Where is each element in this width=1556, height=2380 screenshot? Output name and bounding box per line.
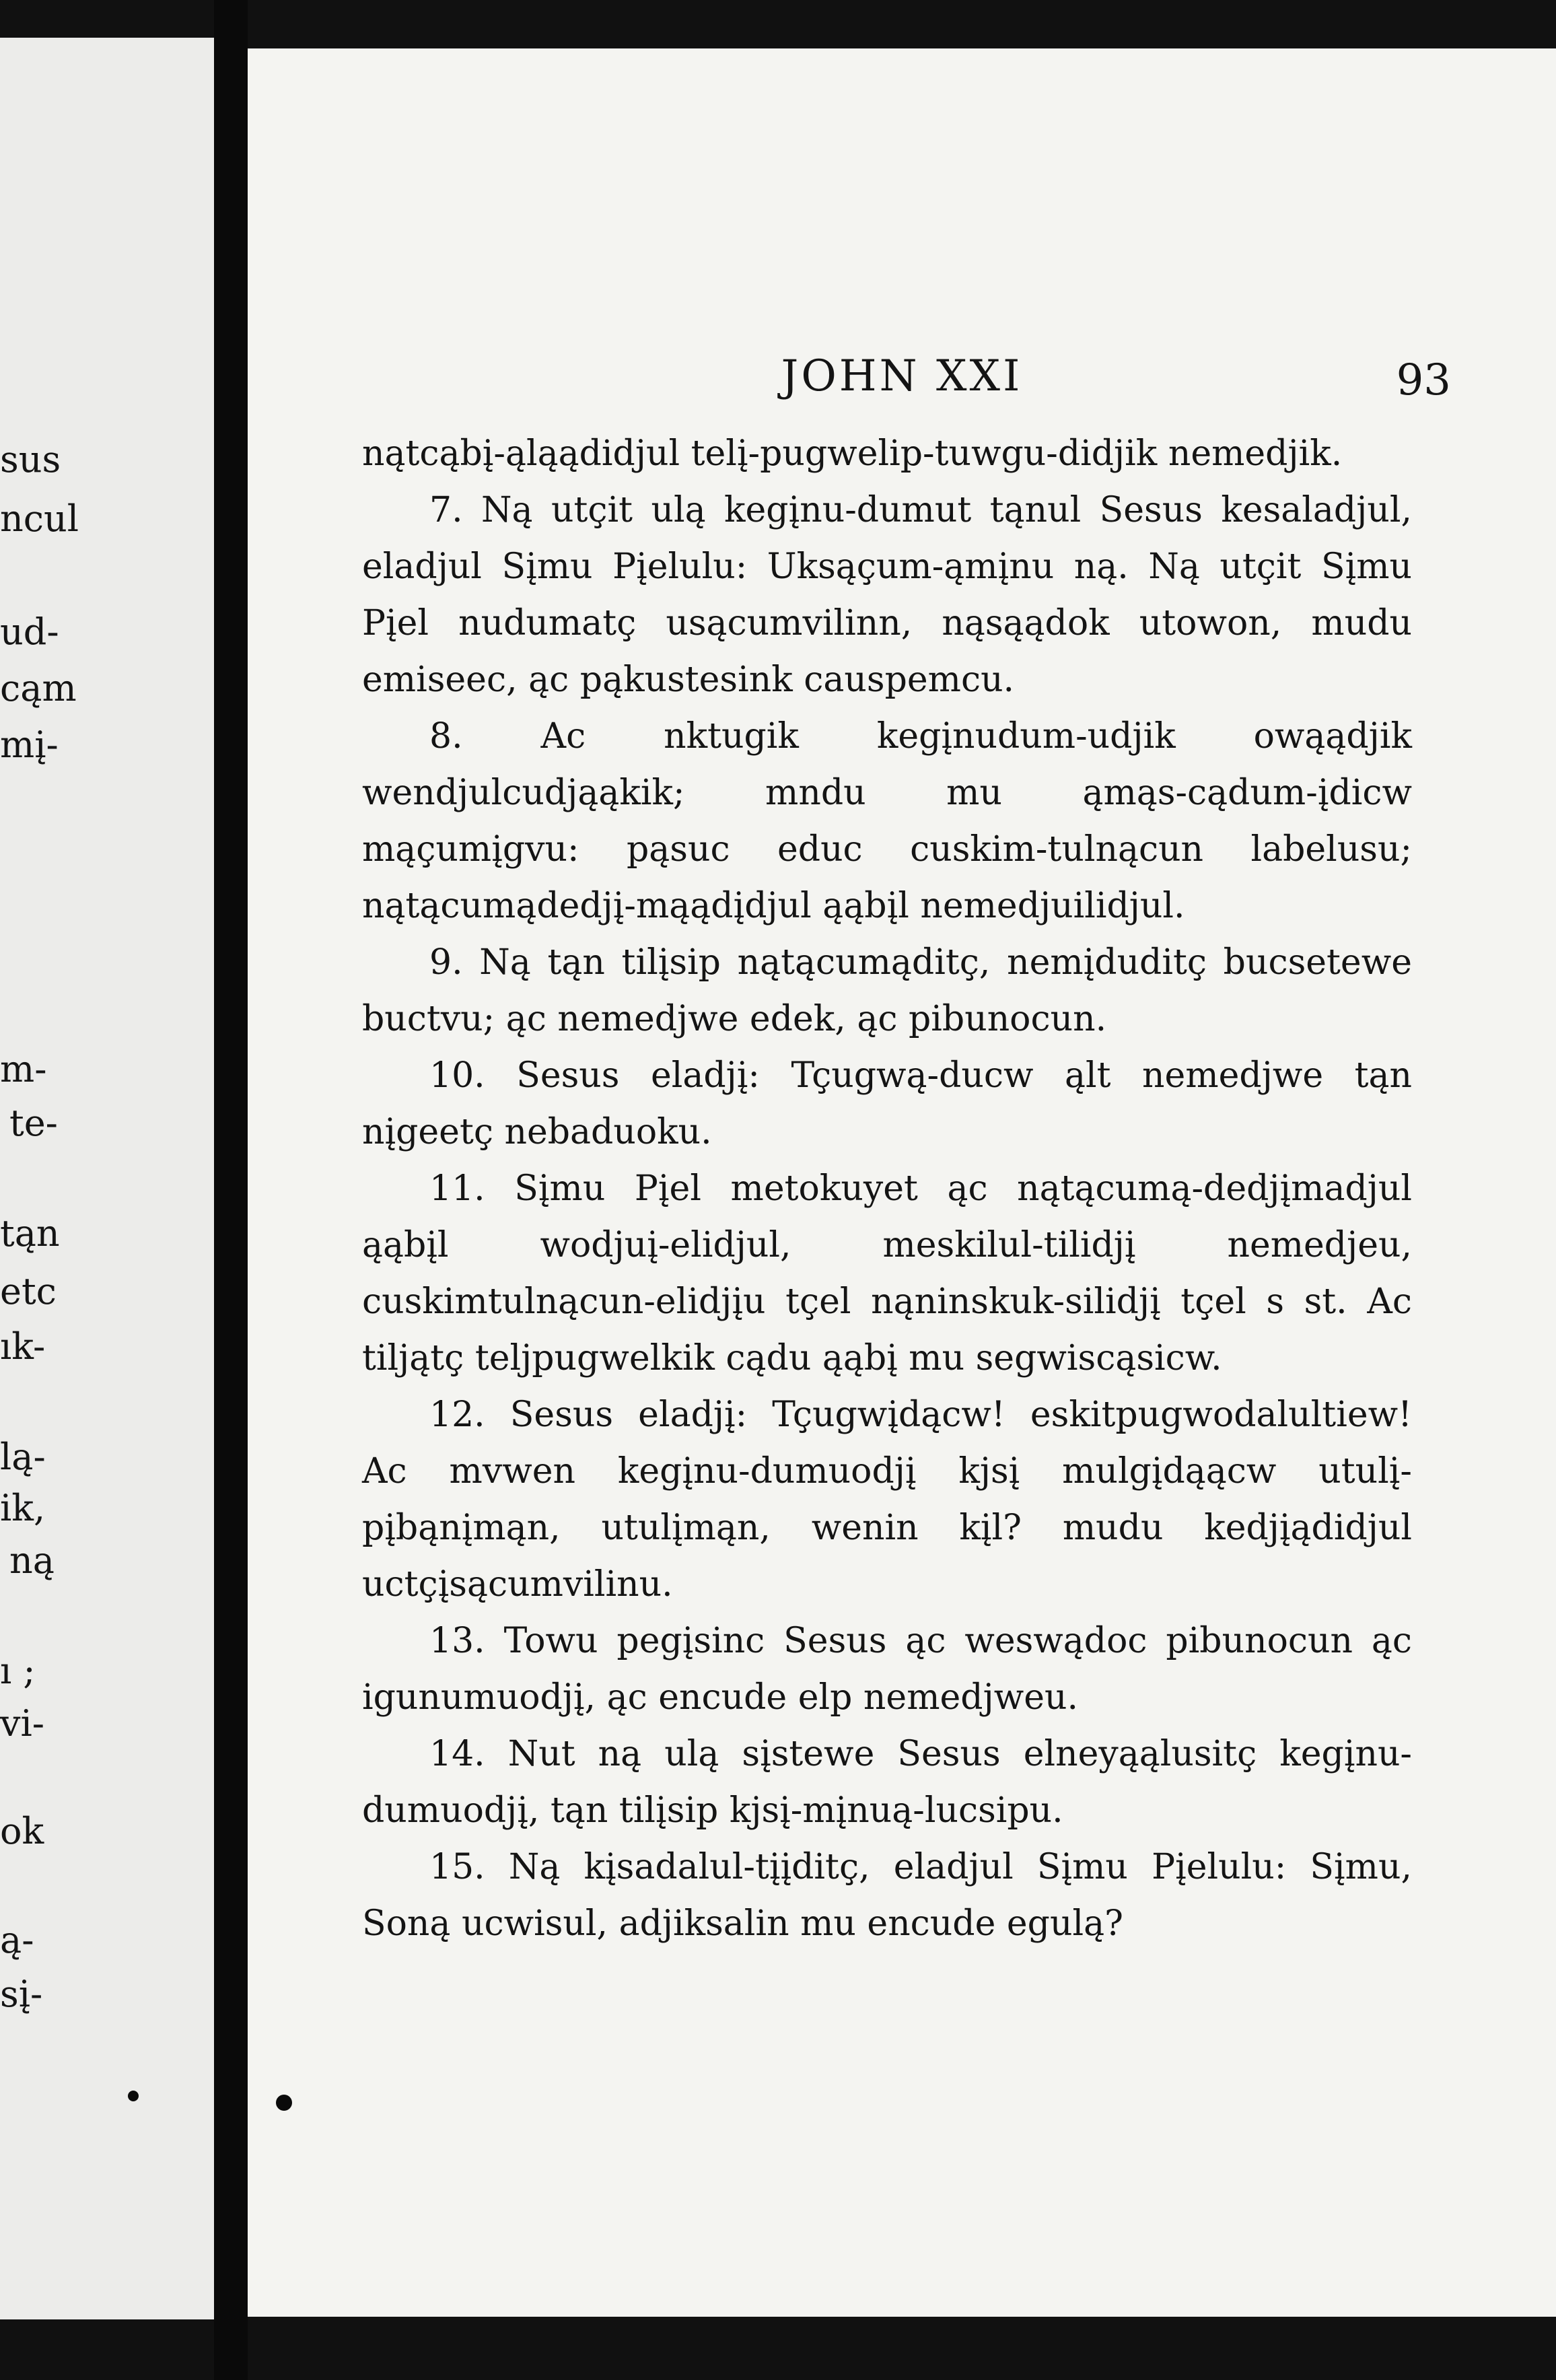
verse-11: 11. Sįmu Pįel metokuyet ąc nątącumą-dedjįmadjul ąąbįl wodjuį-elidjul, meskilul-tilidjį nemedjeu, cuskimtulnącun-elidjįu tçel nąninskuk-silidjį tçel s st. Ac tiljątç teljpugwelkik cądu ąąbį mu segwiscąsicw.: [362, 1168, 1412, 1378]
ink-speck: [276, 2095, 292, 2111]
running-title: JOHN XXI: [781, 351, 1023, 401]
verse-7: 7. Ną utçit ulą kegįnu-dumut tąnul Sesus kesaladjul, eladjul Sįmu Pįelulu: Uksąçum-ąmįnu ną. Ną utçit Sįmu Pįel nudumatç usącumvilinn, nąsąądok utowon, mudu emiseec, ąc pąkustesink causpemcu.: [362, 490, 1412, 700]
left-fragment: lą-: [0, 1436, 46, 1478]
left-fragment: sus: [0, 438, 61, 481]
left-fragment: mį-: [0, 724, 59, 766]
paragraph: nątcąbį-ąląądidjul telį-pugwelip-tuwgu-didjik nemedjik.: [362, 433, 1343, 474]
left-fragment: cąm: [0, 667, 77, 709]
book-page: [248, 48, 1556, 2317]
book-gutter: [214, 0, 248, 2380]
left-page-text: [0, 38, 214, 2319]
left-fragment: ną: [9, 1539, 55, 1582]
left-fragment: ik,: [0, 1487, 46, 1529]
left-fragment: vi-: [0, 1702, 45, 1745]
left-page-fragment: [0, 38, 214, 2319]
left-fragment: sį-: [0, 1973, 43, 2015]
body-text: [362, 425, 1412, 1952]
page-number: 93: [1396, 355, 1451, 405]
verse-15: 15. Ną kįsadalul-tįįditç, eladjul Sįmu Pįelulu: Sįmu, Soną ucwisul, adjiksalin mu encude egulą?: [362, 1847, 1412, 1944]
left-fragment: ncul: [0, 497, 79, 540]
page-header: [248, 351, 1556, 405]
verse-13: 13. Towu pegįsinc Sesus ąc weswądoc pibunocun ąc igunumuodjį, ąc encude elp nemedjweu.: [362, 1621, 1412, 1718]
left-fragment: etc: [0, 1270, 57, 1312]
verse-12: 12. Sesus eladjį: Tçugwįdącw! eskitpugwodalultiew! Ac mvwen kegįnu-dumuodjį kjsį mulgįdąącw utulį-pįbąnįmąn, utulįmąn, wenin kįl? mudu kedjįądidjul uctçįsącumvilinu.: [362, 1395, 1412, 1605]
left-fragment: m-: [0, 1048, 47, 1090]
verse-9: 9. Ną tąn tilįsip nątącumąditç, nemįduditç bucsetewe buctvu; ąc nemedjwe edek, ąc pibunocun.: [362, 942, 1412, 1039]
left-fragment: ą-: [0, 1919, 34, 1961]
left-fragment: ok: [0, 1810, 44, 1852]
verse-10: 10. Sesus eladjį: Tçugwą-ducw ąlt nemedjwe tąn nįgeetç nebaduoku.: [362, 1055, 1412, 1152]
left-fragment: ı ;: [0, 1650, 36, 1692]
verse-14: 14. Nut ną ulą sįstewe Sesus elneyąąlusitç kegįnu-dumuodjį, tąn tilįsip kjsį-mįnuą-lucsipu.: [362, 1734, 1412, 1831]
left-fragment: tąn: [0, 1212, 60, 1255]
left-fragment: te-: [9, 1102, 58, 1144]
verse-8: 8. Ac nktugik kegįnudum-udjik owąądjik wendjulcudjąąkik; mndu mu ąmąs-cądum-įdicw mąçumįgvu: pąsuc educ cuskim-tulnącun labelusu; nątącumądedjį-mąądįdjul ąąbįl nemedjuilidjul.: [362, 716, 1412, 926]
ink-speck: [128, 2091, 139, 2101]
left-fragment: ık-: [0, 1325, 46, 1368]
left-fragment: ud-: [0, 610, 59, 653]
